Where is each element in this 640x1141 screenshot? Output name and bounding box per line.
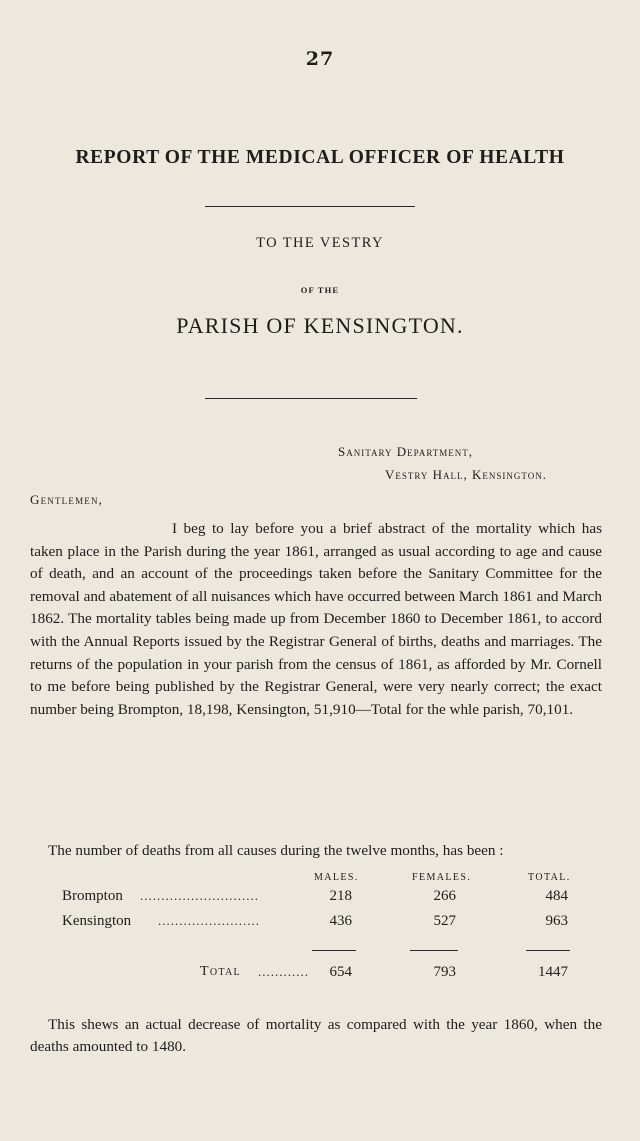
addressee-of-the: OF THE [300, 285, 340, 295]
deaths-intro: The number of deaths from all causes during the twelve months, has been : [48, 842, 504, 859]
leader-dots: ........................ [158, 913, 260, 928]
row-name: Brompton [62, 888, 123, 904]
page-number: 27 [305, 48, 335, 70]
total-males: 654 [329, 964, 352, 980]
leader-dots: ............................ [140, 888, 259, 903]
header-total: TOTAL. [528, 872, 571, 883]
cell-females: 266 [433, 888, 456, 904]
salutation: Gentlemen, [30, 492, 104, 507]
row-name: Kensington [62, 913, 132, 929]
header-males: MALES. [314, 872, 359, 883]
leader-dots: ............ [258, 964, 309, 979]
table-row-brompton [0, 888, 640, 910]
header-females: FEMALES. [412, 872, 472, 883]
total-females: 793 [433, 964, 456, 980]
divider-top [205, 206, 415, 207]
cell-males: 218 [329, 888, 352, 904]
conclusion-paragraph: This shews an actual decrease of mortality as compared with the year 1860, when the deaths amounted to 1480. [30, 1016, 602, 1055]
report-title: REPORT OF THE MEDICAL OFFICER OF HEALTH [75, 147, 565, 168]
table-row-kensington [0, 913, 640, 935]
sum-rule-females [410, 950, 458, 951]
addressee-to-line: TO THE VESTRY [256, 235, 384, 251]
sum-rule-total [526, 950, 570, 951]
cell-total: 963 [545, 913, 568, 929]
addressee-parish: PARISH OF KENSINGTON. [176, 313, 464, 338]
table-row-total [0, 964, 640, 986]
sender-department: Sanitary Department, [338, 444, 474, 459]
total-all: 1447 [538, 964, 568, 980]
sender-hall: Vestry Hall, Kensington. [385, 467, 547, 482]
cell-males: 436 [329, 913, 352, 929]
total-label: Total [200, 964, 241, 979]
cell-females: 527 [433, 913, 456, 929]
divider-bottom [205, 398, 417, 399]
body-paragraph: I beg to lay before you a brief abstract of the mortality which has taken place in the Parish during the year 1861, arranged as usual according to age and cause of death, and an account of the proceedings taken before the Sanitary Committee for the removal and abatement of all nuisances which have occurred between March 1861 and March 1862. The mortality tables being made up from December 1860 to December 1861, to accord with the Annual Reports issued by the Registrar General of births, deaths and marriages. The returns of the population in your parish from the census of 1861, as afforded by Mr. Cornell to me before being published by the Registrar General, were very nearly correct; the exact number being Brompton, 18,198, Kensington, 51,910—Total for the whle parish, 70,101. [30, 520, 602, 718]
cell-total: 484 [545, 888, 568, 904]
sum-rule-males [312, 950, 356, 951]
